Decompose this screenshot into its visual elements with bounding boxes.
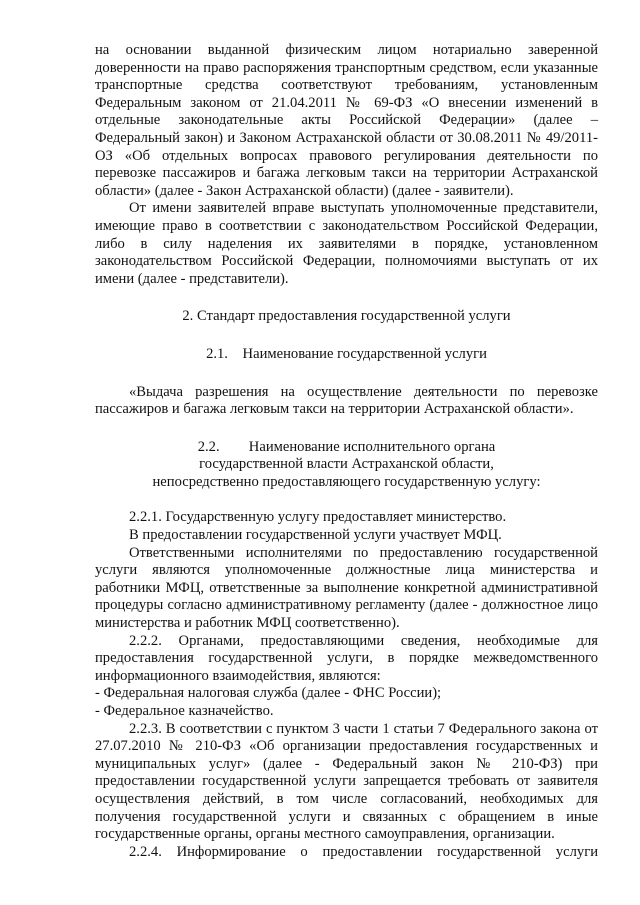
paragraph-2-2-2: 2.2.2. Органами, предоставляющими сведения, необходимые для предоставления государственной услуги, в порядке межведомственного информационного взаимодействия, являются:	[95, 632, 598, 684]
list-item-treasury: - Федеральное казначейство.	[95, 703, 274, 719]
section-2-heading: 2. Стандарт предоставления государственной услуги	[182, 308, 511, 325]
representatives-paragraph: От имени заявителей вправе выступать уполномоченные представители, имеющие право в соответствии с законодательством Российской Федерации, либо в силу наделения их заявителями в порядке, установленном законодательством Российской Федерации, полномочиями выступать от их имени (далее - представители).	[95, 200, 598, 287]
list-item-fns: - Федеральная налоговая служба (далее - ФНС России);	[95, 685, 442, 702]
paragraph-2-2-1: 2.2.1. Государственную услугу предоставляет министерство.	[129, 509, 507, 526]
section-2-2-heading-line-2: государственной власти Астраханской области,	[199, 456, 494, 473]
paragraph-2-2-3: 2.2.3. В соответствии с пунктом 3 части 1 статьи 7 Федерального закона от 27.07.2010 № 210-ФЗ «Об организации предоставления государственных и муниципальных услуг» (далее - Федеральный закон № 210-ФЗ) при предоставлении государственной услуги запрещается требовать от заявителя осуществления действий, в том числе согласований, необходимых для получения государственной услуги и связанных с обращением в иные государственные органы, органы местного самоуправления, организации.	[95, 720, 598, 843]
intro-paragraph: на основании выданной физическим лицом нотариально заверенной доверенности на право распоряжения транспортным средством, если указанные транспортные средства соответствуют требованиям, установленным Федеральным законом от 21.04.2011 № 69-ФЗ «О внесении изменений в отдельные законодательные акты Российской Федерации» (далее – Федеральный закон) и Законом Астраханской области от 30.08.2011 № 49/2011-ОЗ «Об отдельных вопросах правового регулирования деятельности по перевозке пассажиров и багажа легковым такси на территории Астраханской области» (далее - Закон Астраханской области) (далее - заявители).	[95, 42, 598, 199]
section-2-1-heading: 2.1. Наименование государственной услуги	[206, 345, 487, 362]
section-2-2-heading-line-3: непосредственно предоставляющего государственную услугу:	[152, 473, 541, 490]
responsible-executors-paragraph: Ответственными исполнителями по предоставлению государственной услуги являются уполномоченные должностные лица министерства и работники МФЦ, ответственные за выполнение конкретной административной процедуры согласно административному регламенту (далее - должностное лицо министерства и работник МФЦ соответственно).	[95, 544, 598, 632]
mfc-participation-paragraph: В предоставлении государственной услуги участвует МФЦ.	[129, 527, 502, 544]
service-name-paragraph: «Выдача разрешения на осуществление деятельности по перевозке пассажиров и багажа легковым такси на территории Астраханской области».	[95, 383, 598, 418]
section-2-2-heading-line-1: 2.2. Наименование исполнительного органа	[197, 438, 496, 455]
paragraph-2-2-4: 2.2.4. Информирование о предоставлении государственной услуги	[129, 843, 598, 860]
document-body	[95, 42, 598, 861]
